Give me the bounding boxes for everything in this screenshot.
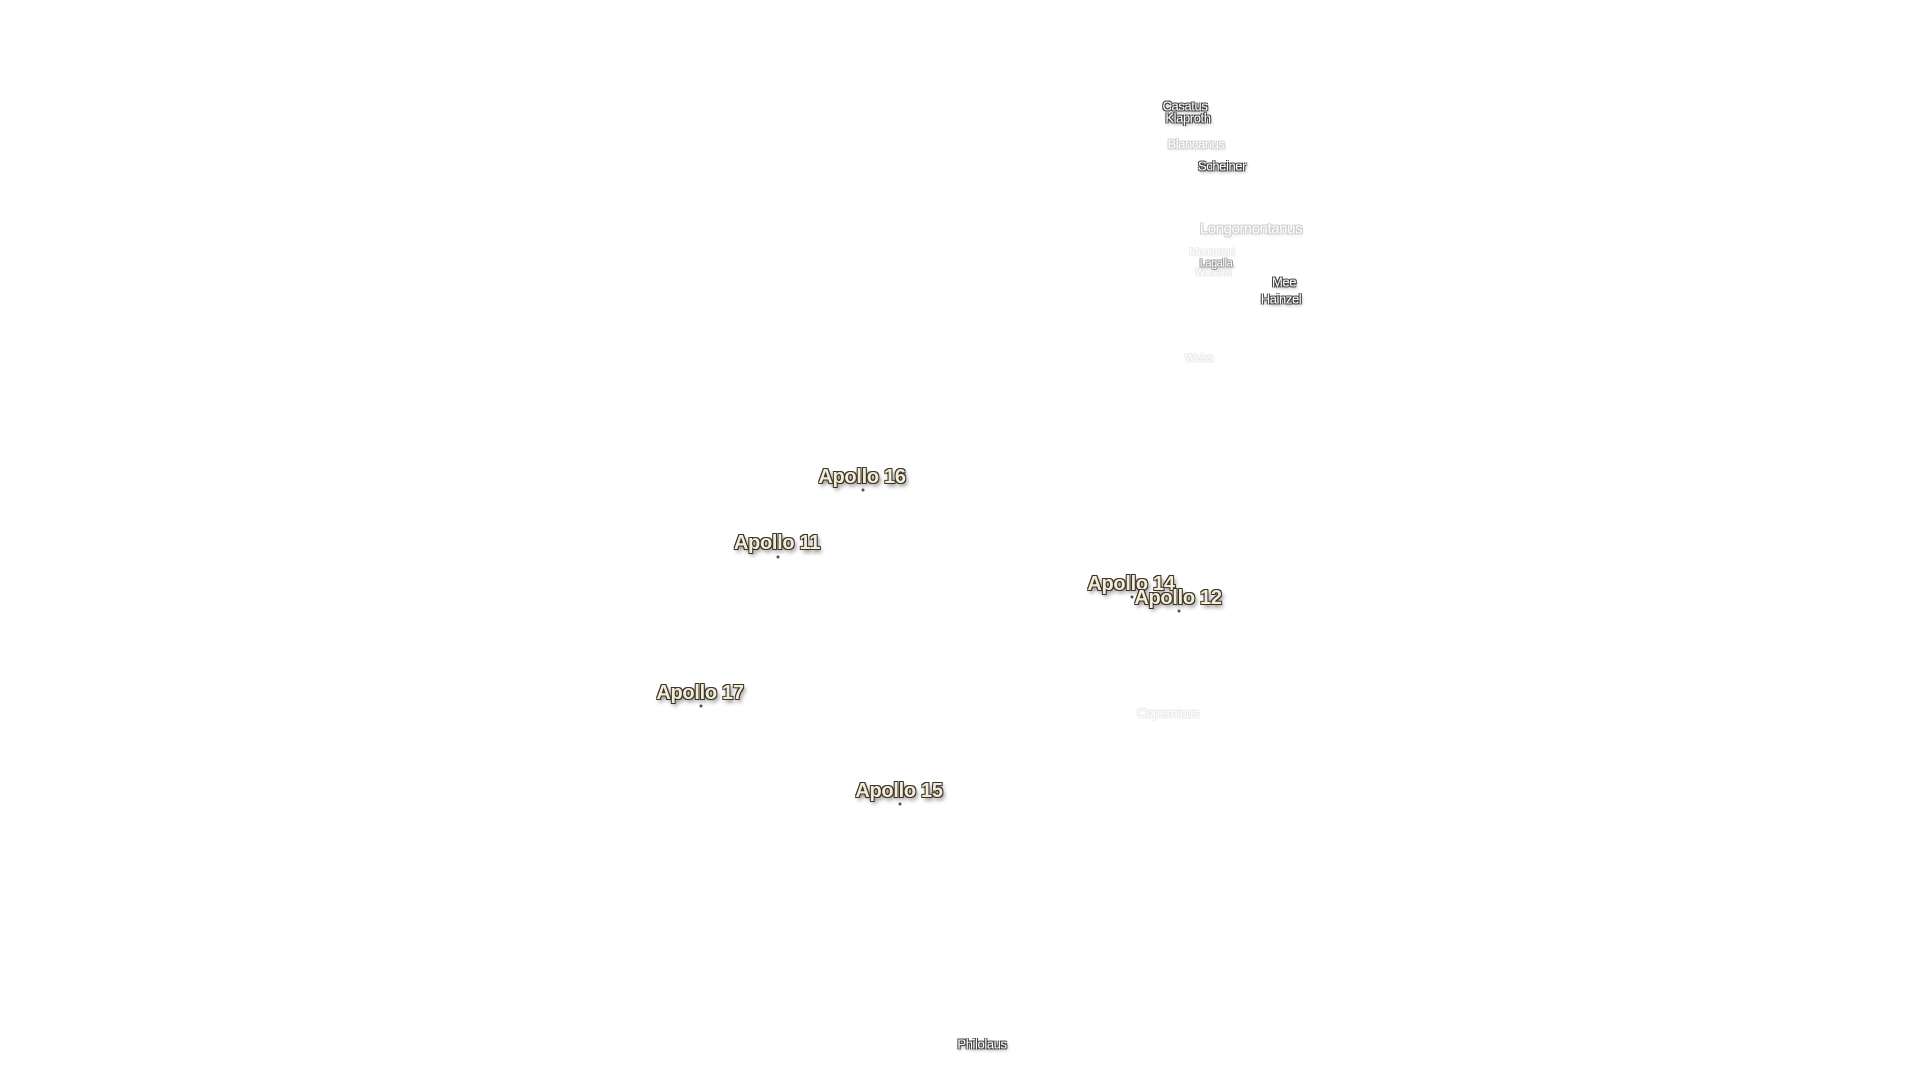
landing-site-label-apollo-14[interactable]: Apollo 14 xyxy=(1087,573,1175,595)
crater-label-montanari: Montanari xyxy=(1189,246,1235,259)
landing-site-label-apollo-12[interactable]: Apollo 12 xyxy=(1134,587,1222,609)
crater-label-philolaus: Philolaus xyxy=(957,1036,1007,1052)
crater-label-hainzel: Hainzel xyxy=(1260,291,1302,307)
landing-site-marker-apollo-11[interactable] xyxy=(777,556,780,559)
crater-label-scheiner: Scheiner xyxy=(1197,158,1247,174)
crater-label-casatus: Casatus xyxy=(1162,98,1208,114)
landing-site-marker-apollo-14[interactable] xyxy=(1131,596,1134,599)
landing-site-label-apollo-17[interactable]: Apollo 17 xyxy=(656,682,744,704)
crater-label-lagalla: Lagalla xyxy=(1199,257,1233,270)
crater-label-mee: Mee xyxy=(1271,274,1297,290)
crater-label-wilhelm: Wilhelm xyxy=(1194,266,1232,279)
landing-site-marker-apollo-17[interactable] xyxy=(700,705,703,708)
landing-site-label-apollo-15[interactable]: Apollo 15 xyxy=(855,780,943,802)
landing-site-marker-apollo-12[interactable] xyxy=(1178,610,1181,613)
crater-label-blancanus: Blancanus xyxy=(1167,136,1225,152)
crater-label-weiss: Weiss xyxy=(1185,352,1213,365)
landing-site-marker-apollo-16[interactable] xyxy=(862,489,865,492)
crater-label-copernicus: Copernicus xyxy=(1137,705,1199,721)
landing-site-label-apollo-11[interactable]: Apollo 11 xyxy=(733,532,821,554)
landing-site-label-apollo-16[interactable]: Apollo 16 xyxy=(818,466,906,488)
landing-site-marker-apollo-15[interactable] xyxy=(899,803,902,806)
crater-label-longomontanus: Longomontanus xyxy=(1199,220,1303,238)
crater-label-klaproth: Klaproth xyxy=(1165,110,1211,126)
